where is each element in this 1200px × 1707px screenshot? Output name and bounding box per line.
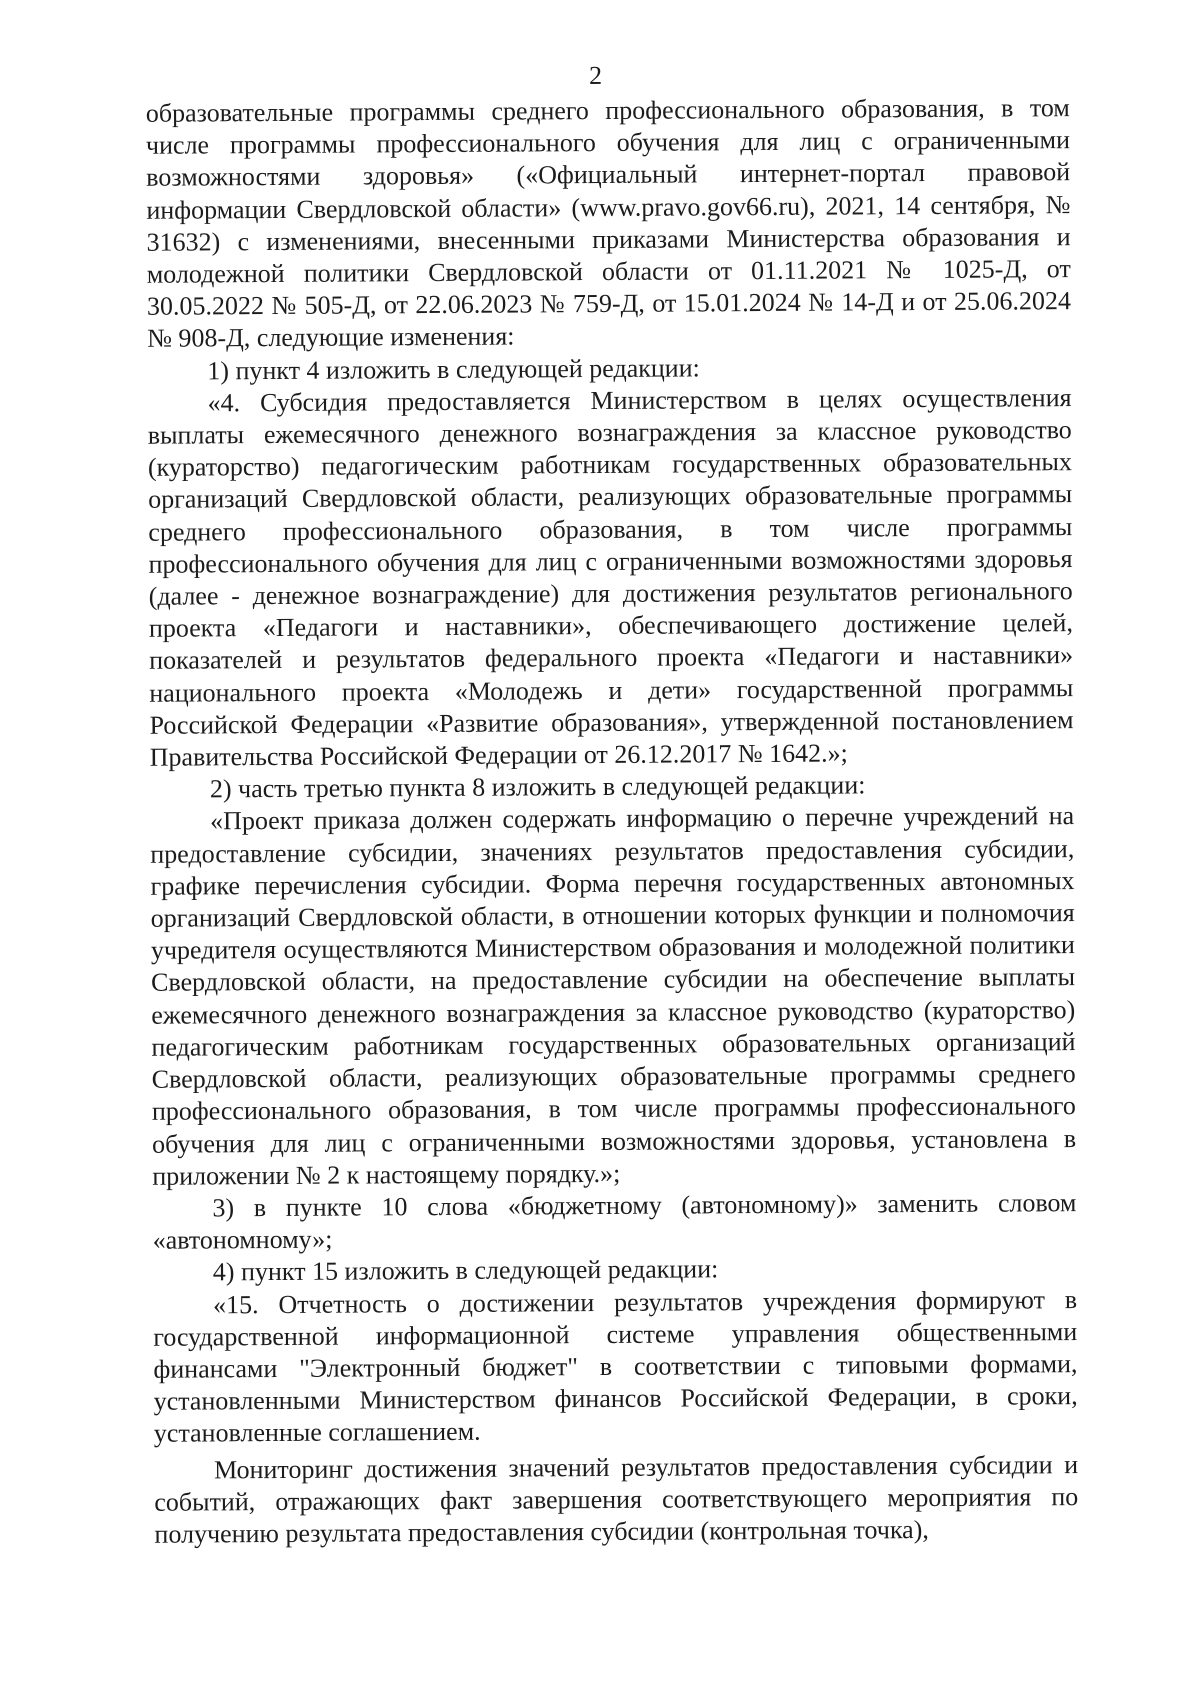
document-body [146,92,1079,1551]
paragraph-item-1: 1) пункт 4 изложить в следующей редакции: [207,353,700,386]
paragraph-point-8-text: «Проект приказа должен содержать информацию о перечне учреждений на предоставление субсидии, значениях результатов предоставления субсидии, графике перечисления субсидии. Форма перечня государственных автономных организаций Свердловской области, в отношении которых функции и полномочия учредителя осуществляются Министерством образования и молодежной политики Свердловской области, на предоставление субсидии на обеспечение выплаты ежемесячного денежного вознаграждения за классное руководство (кураторство) педагогическим работникам государственных образовательных организаций Свердловской области, реализующих образовательные программы среднего профессионального образования, в том числе программы профессионального обучения для лиц с ограниченными возможностями здоровья, установлена в приложении № 2 к настоящему порядку.»; [150,801,1077,1191]
page-number: 2 [588,60,603,91]
paragraph-point-4-text: «4. Субсидия предоставляется Министерством в целях осуществления выплаты ежемесячного денежного вознаграждения за классное руководство (кураторство) педагогическим работникам государственных образовательных организаций Свердловской области, реализующих образовательные программы среднего профессионального образования, в том числе программы профессионального обучения для лиц с ограниченными возможностями здоровья (далее - денежное вознаграждение) для достижения результатов регионального проекта «Педагоги и наставники», обеспечивающего достижение целей, показателей и результатов федерального проекта «Педагоги и наставники» национального проекта «Молодежь и дети» государственной программы Российской Федерации «Развитие образования», утвержденной постановлением Правительства Российской Федерации от 26.12.2017 № 1642.»; [147,382,1074,772]
paragraph-monitoring: Мониторинг достижения значений результатов предоставления субсидии и событий, отражающих факт завершения соответствующего мероприятия по получению результата предоставления субсидии (контрольная точка), [154,1449,1079,1549]
paragraph-item-4: 4) пункт 15 изложить в следующей редакции: [212,1254,719,1287]
paragraph-item-2: 2) часть третью пункта 8 изложить в следующей редакции: [209,770,866,804]
paragraph-intro-continuation: образовательные программы среднего профессионального образования, в том числе программы профессионального обучения для лиц с ограниченными возможностями здоровья» («Официальный интернет-портал правовой информации Свердловской области» (www.pravo.gov66.ru), 2021, 14 сентября, № 31632) с изменениями, внесенными приказами Министерства образования и молодежной политики Свердловской области от 01.11.2021 № 1025-Д, от 30.05.2022 № 505-Д, от 22.06.2023 № 759-Д, от 15.01.2024 № 14-Д и от 25.06.2024 № 908-Д, следующие изменения: [145,93,1072,354]
paragraph-item-3: 3) в пункте 10 слова «бюджетному (автономному)» заменить словом «автономному»; [152,1188,1077,1255]
paragraph-point-15-text: «15. Отчетность о достижении результатов учреждения формируют в государственной информационной системе управления общественными финансами "Электронный бюджет" в соответствии с типовыми формами, установленными Министерством финансов Российской Федерации, в сроки, установленные соглашением. [153,1284,1078,1449]
